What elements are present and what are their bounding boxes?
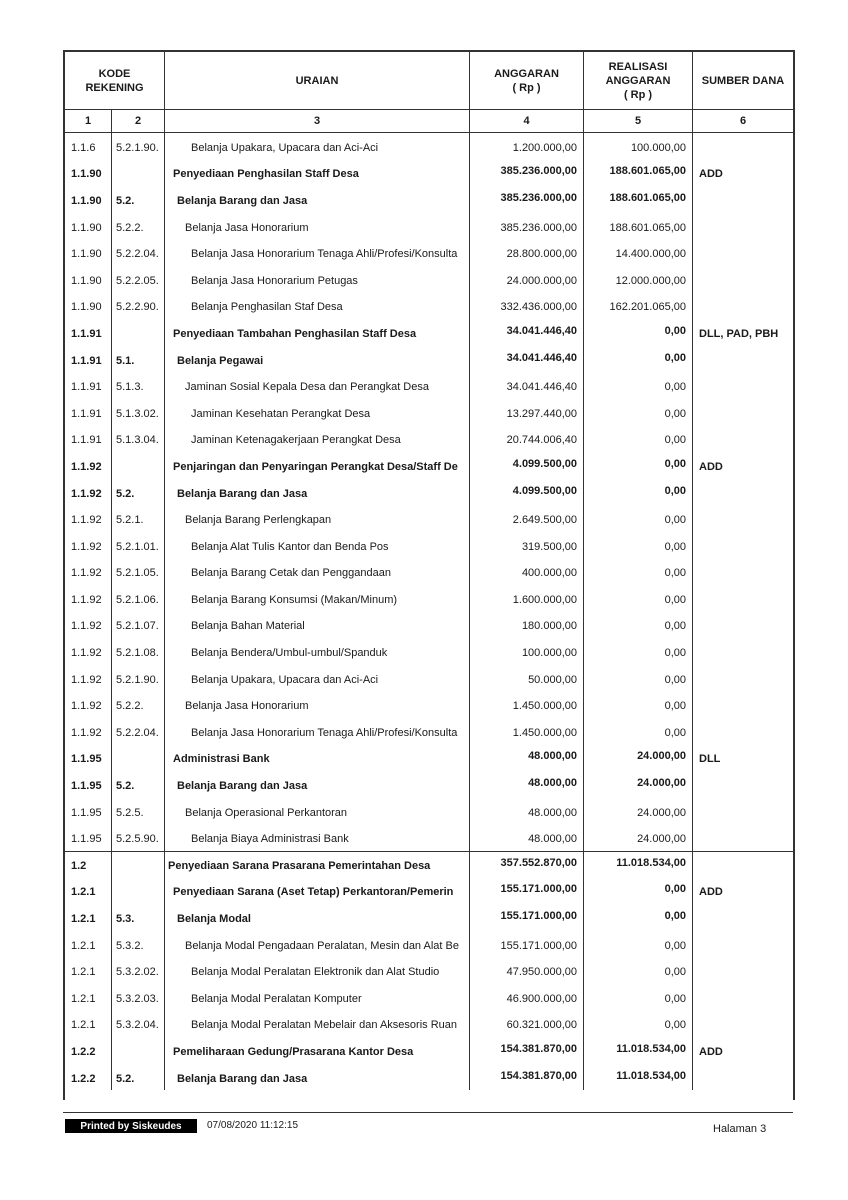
anggaran-cell: 155.171.000,00: [470, 878, 584, 905]
realisasi-cell: 0,00: [584, 319, 693, 346]
uraian-cell: Belanja Barang dan Jasa: [165, 771, 470, 798]
sumber-dana-cell: [693, 771, 793, 798]
kode-1-cell: 1.2.1: [65, 984, 112, 1011]
table-row: [65, 665, 793, 692]
table-row: [65, 638, 793, 665]
uraian-cell: Belanja Bahan Material: [165, 612, 470, 639]
uraian-cell: Belanja Alat Tulis Kantor dan Benda Pos: [165, 532, 470, 559]
realisasi-cell: 0,00: [584, 479, 693, 506]
kode-2-cell: 5.2.1.08.: [112, 638, 165, 665]
kode-2-cell: 5.2.: [112, 479, 165, 506]
kode-2-cell: 5.2.2.: [112, 691, 165, 718]
uraian-cell: Belanja Barang dan Jasa: [165, 186, 470, 213]
kode-1-cell: 1.1.92: [65, 691, 112, 718]
realisasi-cell: 0,00: [584, 957, 693, 984]
kode-2-cell: 5.1.3.: [112, 372, 165, 399]
sumber-dana-cell: [693, 798, 793, 825]
header-sumber-dana: SUMBER DANA: [701, 74, 785, 87]
header-realisasi: REALISASI ANGGARAN ( Rp ): [584, 52, 693, 109]
realisasi-cell: 0,00: [584, 399, 693, 426]
uraian-cell: Belanja Jasa Honorarium: [165, 213, 470, 240]
kode-1-cell: 1.2.1: [65, 931, 112, 958]
table-row: [65, 426, 793, 453]
kode-2-cell: 5.2.1.06.: [112, 585, 165, 612]
sumber-dana-cell: [693, 213, 793, 240]
table-row: [65, 745, 793, 772]
uraian-cell: Belanja Upakara, Upacara dan Aci-Aci: [165, 133, 470, 160]
anggaran-cell: 155.171.000,00: [470, 931, 584, 958]
kode-2-cell: [112, 852, 165, 878]
table-row: [65, 505, 793, 532]
kode-1-cell: 1.1.92: [65, 638, 112, 665]
uraian-cell: Belanja Pegawai: [165, 346, 470, 373]
anggaran-cell: 4.099.500,00: [470, 479, 584, 506]
realisasi-cell: 24.000,00: [584, 771, 693, 798]
kode-1-cell: 1.2.1: [65, 1011, 112, 1038]
table-row: [65, 1037, 793, 1064]
kode-1-cell: 1.1.90: [65, 213, 112, 240]
kode-2-cell: 5.2.1.05.: [112, 559, 165, 586]
realisasi-cell: 0,00: [584, 931, 693, 958]
anggaran-cell: 34.041.446,40: [470, 346, 584, 373]
realisasi-cell: 0,00: [584, 1011, 693, 1038]
uraian-cell: Belanja Modal Peralatan Mebelair dan Aksesoris Ruan: [165, 1011, 470, 1038]
col-number-1: 1: [65, 110, 112, 132]
kode-1-cell: 1.1.92: [65, 452, 112, 479]
kode-2-cell: 5.3.2.: [112, 931, 165, 958]
kode-2-cell: [112, 1037, 165, 1064]
kode-1-cell: 1.1.6: [65, 133, 112, 160]
col-number-6: 6: [739, 115, 747, 127]
kode-1-cell: 1.1.92: [65, 505, 112, 532]
table-row: [65, 824, 793, 851]
table-row: [65, 957, 793, 984]
uraian-cell: Belanja Barang Cetak dan Penggandaan: [165, 559, 470, 586]
uraian-cell: Belanja Modal Peralatan Komputer: [165, 984, 470, 1011]
kode-1-cell: 1.1.90: [65, 239, 112, 266]
realisasi-cell: 0,00: [584, 718, 693, 745]
kode-2-cell: 5.3.2.04.: [112, 1011, 165, 1038]
table-row: [65, 266, 793, 293]
kode-1-cell: 1.1.92: [65, 718, 112, 745]
table-body: [63, 133, 795, 1100]
kode-2-cell: 5.2.1.01.: [112, 532, 165, 559]
anggaran-cell: 20.744.006,40: [470, 426, 584, 453]
page-number: Halaman 3: [713, 1123, 767, 1135]
budget-realization-table: [63, 50, 795, 1100]
kode-1-cell: 1.1.95: [65, 824, 112, 851]
anggaran-cell: 357.552.870,00: [470, 852, 584, 878]
sumber-dana-cell: [693, 426, 793, 453]
table-row: [65, 878, 793, 905]
table-row: [65, 904, 793, 931]
kode-2-cell: 5.2.2.90.: [112, 293, 165, 320]
anggaran-cell: 332.436.000,00: [470, 293, 584, 320]
uraian-cell: Belanja Biaya Administrasi Bank: [165, 824, 470, 851]
kode-1-cell: 1.1.95: [65, 745, 112, 772]
kode-1-cell: 1.1.92: [65, 612, 112, 639]
anggaran-cell: 1.600.000,00: [470, 585, 584, 612]
table-row: [65, 319, 793, 346]
realisasi-cell: 0,00: [584, 904, 693, 931]
kode-1-cell: 1.1.91: [65, 319, 112, 346]
table-row: [65, 798, 793, 825]
realisasi-cell: 0,00: [584, 984, 693, 1011]
realisasi-cell: 24.000,00: [584, 798, 693, 825]
kode-2-cell: 5.2.1.90.: [112, 665, 165, 692]
anggaran-cell: 50.000,00: [470, 665, 584, 692]
sumber-dana-cell: [693, 691, 793, 718]
uraian-cell: Jaminan Ketenagakerjaan Perangkat Desa: [165, 426, 470, 453]
kode-2-cell: [112, 452, 165, 479]
realisasi-cell: 24.000,00: [584, 745, 693, 772]
kode-2-cell: 5.2.: [112, 186, 165, 213]
table-row: [65, 585, 793, 612]
print-timestamp: 07/08/2020 11:12:15: [207, 1120, 299, 1131]
uraian-cell: Belanja Barang dan Jasa: [165, 1064, 470, 1091]
table-row: [65, 559, 793, 586]
kode-2-cell: 5.2.5.90.: [112, 824, 165, 851]
col-number-5: 5: [584, 110, 693, 132]
kode-2-cell: 5.2.2.05.: [112, 266, 165, 293]
footer-divider: [63, 1112, 793, 1113]
table-row: [65, 1011, 793, 1038]
realisasi-cell: 188.601.065,00: [584, 186, 693, 213]
sumber-dana-cell: [693, 479, 793, 506]
kode-1-cell: 1.2.2: [65, 1064, 112, 1091]
anggaran-cell: 28.800.000,00: [470, 239, 584, 266]
anggaran-cell: 1.450.000,00: [470, 718, 584, 745]
realisasi-cell: 11.018.534,00: [584, 852, 693, 878]
sumber-dana-cell: [693, 372, 793, 399]
printed-by-badge: Printed by Siskeudes: [65, 1119, 197, 1133]
kode-1-cell: 1.2.2: [65, 1037, 112, 1064]
header-anggaran: ANGGARAN ( Rp ): [470, 52, 584, 109]
realisasi-cell: 12.000.000,00: [584, 266, 693, 293]
sumber-dana-cell: [693, 957, 793, 984]
kode-2-cell: 5.2.1.: [112, 505, 165, 532]
table-row: [65, 851, 793, 878]
table-row: [65, 239, 793, 266]
kode-1-cell: 1.2: [65, 852, 112, 878]
uraian-cell: Belanja Bendera/Umbul-umbul/Spanduk: [165, 638, 470, 665]
realisasi-cell: 0,00: [584, 612, 693, 639]
anggaran-cell: 48.000,00: [470, 798, 584, 825]
uraian-cell: Belanja Penghasilan Staf Desa: [165, 293, 470, 320]
sumber-dana-cell: [693, 665, 793, 692]
anggaran-cell: 48.000,00: [470, 771, 584, 798]
anggaran-cell: 34.041.446,40: [470, 319, 584, 346]
sumber-dana-cell: [693, 904, 793, 931]
sumber-dana-cell: [693, 852, 793, 878]
anggaran-cell: 180.000,00: [470, 612, 584, 639]
uraian-cell: Jaminan Sosial Kepala Desa dan Perangkat Desa: [165, 372, 470, 399]
sumber-dana-cell: [693, 186, 793, 213]
uraian-cell: Belanja Modal: [165, 904, 470, 931]
sumber-dana-cell: DLL: [699, 753, 721, 766]
kode-1-cell: 1.1.92: [65, 532, 112, 559]
header-kode-rekening: KODE REKENING: [65, 52, 165, 109]
sumber-dana-cell: [693, 1064, 793, 1091]
table-row: [65, 133, 793, 160]
sumber-dana-cell: [693, 532, 793, 559]
sumber-dana-cell: [693, 638, 793, 665]
table-row: [65, 479, 793, 506]
sumber-dana-cell: [693, 266, 793, 293]
anggaran-cell: 1.450.000,00: [470, 691, 584, 718]
uraian-cell: Belanja Barang dan Jasa: [165, 479, 470, 506]
uraian-cell: Penyediaan Sarana Prasarana Pemerintahan Desa: [165, 852, 470, 878]
sumber-dana-cell: [693, 293, 793, 320]
realisasi-cell: 14.400.000,00: [584, 239, 693, 266]
realisasi-cell: 0,00: [584, 532, 693, 559]
realisasi-cell: 162.201.065,00: [584, 293, 693, 320]
kode-2-cell: 5.2.2.: [112, 213, 165, 240]
anggaran-cell: 100.000,00: [470, 638, 584, 665]
sumber-dana-cell: [693, 612, 793, 639]
anggaran-cell: 4.099.500,00: [470, 452, 584, 479]
kode-2-cell: 5.3.: [112, 904, 165, 931]
column-number-row: [63, 110, 795, 133]
realisasi-cell: 11.018.534,00: [584, 1037, 693, 1064]
kode-2-cell: 5.3.2.02.: [112, 957, 165, 984]
table-row: [65, 691, 793, 718]
sumber-dana-cell: ADD: [699, 460, 723, 473]
sumber-dana-cell: [693, 1011, 793, 1038]
anggaran-cell: 319.500,00: [470, 532, 584, 559]
kode-1-cell: 1.1.92: [65, 665, 112, 692]
anggaran-cell: 1.200.000,00: [470, 133, 584, 160]
uraian-cell: Penjaringan dan Penyaringan Perangkat Desa/Staff De: [165, 452, 470, 479]
sumber-dana-cell: DLL, PAD, PBH: [699, 327, 779, 340]
sumber-dana-cell: [693, 505, 793, 532]
sumber-dana-cell: [693, 239, 793, 266]
sumber-dana-cell: [693, 824, 793, 851]
uraian-cell: Jaminan Kesehatan Perangkat Desa: [165, 399, 470, 426]
uraian-cell: Belanja Modal Pengadaan Peralatan, Mesin dan Alat Be: [165, 931, 470, 958]
table-row: [65, 399, 793, 426]
kode-2-cell: 5.2.1.07.: [112, 612, 165, 639]
kode-1-cell: 1.2.1: [65, 957, 112, 984]
realisasi-cell: 11.018.534,00: [584, 1064, 693, 1091]
kode-2-cell: 5.2.: [112, 1064, 165, 1091]
kode-2-cell: 5.3.2.03.: [112, 984, 165, 1011]
table-row: [65, 372, 793, 399]
kode-1-cell: 1.1.92: [65, 585, 112, 612]
uraian-cell: Belanja Jasa Honorarium Tenaga Ahli/Profesi/Konsulta: [165, 239, 470, 266]
anggaran-cell: 155.171.000,00: [470, 904, 584, 931]
table-row: [65, 293, 793, 320]
realisasi-cell: 0,00: [584, 878, 693, 905]
realisasi-cell: 100.000,00: [584, 133, 693, 160]
anggaran-cell: 48.000,00: [470, 824, 584, 851]
uraian-cell: Belanja Operasional Perkantoran: [165, 798, 470, 825]
kode-1-cell: 1.1.91: [65, 346, 112, 373]
uraian-cell: Administrasi Bank: [165, 745, 470, 772]
kode-2-cell: 5.2.5.: [112, 798, 165, 825]
sumber-dana-cell: [693, 346, 793, 373]
table-row: [65, 612, 793, 639]
kode-1-cell: 1.2.1: [65, 904, 112, 931]
anggaran-cell: 385.236.000,00: [470, 186, 584, 213]
kode-2-cell: 5.2.1.90.: [112, 133, 165, 160]
anggaran-cell: 385.236.000,00: [470, 213, 584, 240]
kode-2-cell: 5.1.3.02.: [112, 399, 165, 426]
anggaran-cell: 154.381.870,00: [470, 1064, 584, 1091]
kode-1-cell: 1.1.92: [65, 559, 112, 586]
table-row: [65, 452, 793, 479]
uraian-cell: Belanja Barang Perlengkapan: [165, 505, 470, 532]
realisasi-cell: 0,00: [584, 452, 693, 479]
anggaran-cell: 34.041.446,40: [470, 372, 584, 399]
kode-1-cell: 1.1.91: [65, 399, 112, 426]
anggaran-cell: 48.000,00: [470, 745, 584, 772]
uraian-cell: Penyediaan Tambahan Penghasilan Staff Desa: [165, 319, 470, 346]
kode-1-cell: 1.1.91: [65, 372, 112, 399]
col-number-3: 3: [165, 110, 470, 132]
uraian-cell: Belanja Modal Peralatan Elektronik dan Alat Studio: [165, 957, 470, 984]
table-row: [65, 186, 793, 213]
realisasi-cell: 0,00: [584, 585, 693, 612]
anggaran-cell: 400.000,00: [470, 559, 584, 586]
kode-1-cell: 1.1.90: [65, 266, 112, 293]
anggaran-cell: 385.236.000,00: [470, 160, 584, 187]
table-row: [65, 160, 793, 187]
kode-2-cell: 5.1.: [112, 346, 165, 373]
sumber-dana-cell: ADD: [699, 1045, 723, 1058]
realisasi-cell: 0,00: [584, 426, 693, 453]
realisasi-cell: 0,00: [584, 638, 693, 665]
anggaran-cell: 24.000.000,00: [470, 266, 584, 293]
kode-1-cell: 1.1.95: [65, 771, 112, 798]
sumber-dana-cell: ADD: [699, 886, 723, 899]
anggaran-cell: 46.900.000,00: [470, 984, 584, 1011]
uraian-cell: Belanja Upakara, Upacara dan Aci-Aci: [165, 665, 470, 692]
kode-1-cell: 1.1.91: [65, 426, 112, 453]
realisasi-cell: 0,00: [584, 372, 693, 399]
kode-1-cell: 1.2.1: [65, 878, 112, 905]
anggaran-cell: 47.950.000,00: [470, 957, 584, 984]
table-row: [65, 771, 793, 798]
kode-2-cell: 5.2.2.04.: [112, 718, 165, 745]
kode-1-cell: 1.1.90: [65, 186, 112, 213]
table-row: [65, 346, 793, 373]
anggaran-cell: 154.381.870,00: [470, 1037, 584, 1064]
uraian-cell: Pemeliharaan Gedung/Prasarana Kantor Desa: [165, 1037, 470, 1064]
kode-2-cell: [112, 319, 165, 346]
realisasi-cell: 188.601.065,00: [584, 213, 693, 240]
col-number-2: 2: [112, 110, 165, 132]
uraian-cell: Belanja Jasa Honorarium Tenaga Ahli/Profesi/Konsulta: [165, 718, 470, 745]
table-row: [65, 1064, 793, 1091]
sumber-dana-cell: [693, 984, 793, 1011]
uraian-cell: Penyediaan Sarana (Aset Tetap) Perkantoran/Pemerin: [165, 878, 470, 905]
realisasi-cell: 0,00: [584, 346, 693, 373]
sumber-dana-cell: [693, 133, 793, 160]
kode-2-cell: [112, 745, 165, 772]
sumber-dana-cell: [693, 585, 793, 612]
table-row: [65, 984, 793, 1011]
kode-1-cell: 1.1.90: [65, 160, 112, 187]
kode-1-cell: 1.1.95: [65, 798, 112, 825]
table-header: [63, 50, 795, 110]
anggaran-cell: 60.321.000,00: [470, 1011, 584, 1038]
kode-2-cell: [112, 878, 165, 905]
kode-1-cell: 1.1.90: [65, 293, 112, 320]
uraian-cell: Penyediaan Penghasilan Staff Desa: [165, 160, 470, 187]
table-row: [65, 532, 793, 559]
realisasi-cell: 188.601.065,00: [584, 160, 693, 187]
sumber-dana-cell: ADD: [699, 168, 723, 181]
sumber-dana-cell: [693, 399, 793, 426]
uraian-cell: Belanja Jasa Honorarium Petugas: [165, 266, 470, 293]
realisasi-cell: 0,00: [584, 691, 693, 718]
anggaran-cell: 2.649.500,00: [470, 505, 584, 532]
kode-2-cell: [112, 160, 165, 187]
kode-1-cell: 1.1.92: [65, 479, 112, 506]
header-uraian: URAIAN: [165, 52, 470, 109]
uraian-cell: Belanja Barang Konsumsi (Makan/Minum): [165, 585, 470, 612]
table-row: [65, 931, 793, 958]
table-row: [65, 718, 793, 745]
kode-2-cell: 5.2.: [112, 771, 165, 798]
table-row: [65, 213, 793, 240]
sumber-dana-cell: [693, 559, 793, 586]
anggaran-cell: 13.297.440,00: [470, 399, 584, 426]
realisasi-cell: 24.000,00: [584, 824, 693, 851]
uraian-cell: Belanja Jasa Honorarium: [165, 691, 470, 718]
kode-2-cell: 5.1.3.04.: [112, 426, 165, 453]
sumber-dana-cell: [693, 718, 793, 745]
realisasi-cell: 0,00: [584, 665, 693, 692]
kode-2-cell: 5.2.2.04.: [112, 239, 165, 266]
realisasi-cell: 0,00: [584, 505, 693, 532]
col-number-4: 4: [470, 110, 584, 132]
sumber-dana-cell: [693, 931, 793, 958]
realisasi-cell: 0,00: [584, 559, 693, 586]
